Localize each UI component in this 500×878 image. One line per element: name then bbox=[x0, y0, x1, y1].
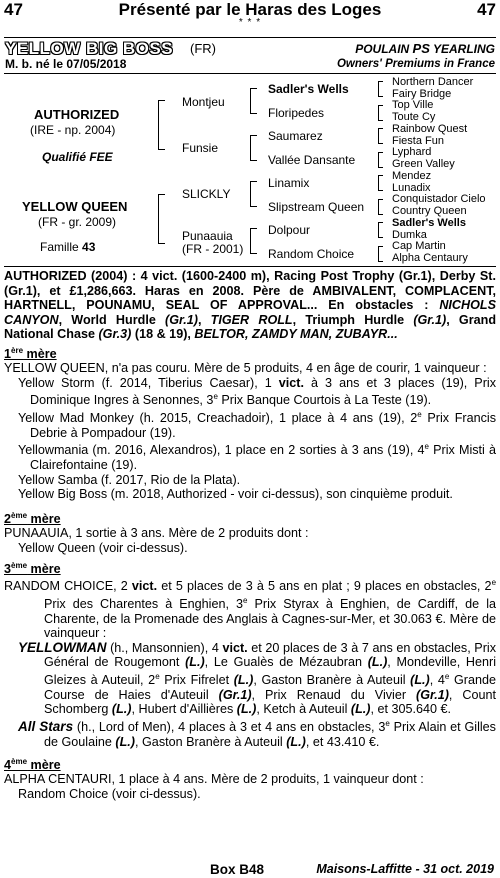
gen4-8: Green Valley bbox=[392, 158, 455, 170]
third-dam-intro: RANDOM CHOICE, 2 vict. et 5 places de 3 à 5 ans en plat ; 9 places en obstacles, 2e Prix des Charentes à Enghien, 3e Prix Styrax à Enghien, de Cardiff, de la Charente, de la Promenade des Anglais à Cagnes-sur-Mer, et 30.063 €. Mère de vainqueur : bbox=[4, 578, 497, 641]
first-dam-produce-1: Yellow Storm (f. 2014, Tiberius Caesar), 1 vict. à 3 ans et 3 places (19), Prix Dominique Ingres à Senonnes, 3e Prix Banque Courtois à La Teste (19). bbox=[18, 375, 496, 408]
gen3-6: Slipstream Queen bbox=[268, 200, 365, 214]
pedigree-top-rule bbox=[4, 73, 496, 74]
first-dam-produce-2: Yellow Mad Monkey (h. 2015, Creachadoir), 1 place à 4 ans (19), 2e Prix Francis Debrie à Pompadour (19). bbox=[18, 409, 496, 440]
gen2-montjeu: Montjeu bbox=[182, 95, 225, 109]
brace-g4-2 bbox=[378, 105, 383, 121]
gen3-3: Saumarez bbox=[268, 129, 323, 143]
brace-g4-4 bbox=[378, 152, 383, 168]
first-dam-intro: YELLOW QUEEN, n'a pas couru. Mère de 5 produits, 4 en âge de courir, 1 vainqueur : bbox=[4, 361, 487, 375]
first-dam-produce-5: Yellow Big Boss (m. 2018, Authorized - voir ci-dessus), son cinquième produit. bbox=[18, 487, 453, 502]
first-dam-produce-4: Yellow Samba (f. 2017, Rio de la Plata). bbox=[18, 472, 241, 487]
page-number-left: 47 bbox=[4, 0, 23, 19]
page-title: Présenté par le Haras des Loges bbox=[118, 0, 382, 19]
gen4-14: Dumka bbox=[392, 229, 427, 241]
gen2-punaauia-info: (FR - 2001) bbox=[182, 242, 244, 256]
brace-montjeu bbox=[250, 88, 257, 114]
brace-g4-5 bbox=[378, 175, 383, 191]
gen4-5: Rainbow Quest bbox=[392, 123, 468, 135]
gen4-4: Toute Cy bbox=[392, 111, 436, 123]
gen3-1: Sadler's Wells bbox=[268, 82, 349, 96]
gen4-15: Cap Martin bbox=[392, 240, 446, 252]
brace-g4-3 bbox=[378, 128, 383, 144]
first-dam-block bbox=[4, 361, 496, 502]
horse-born: M. b. né le 07/05/2018 bbox=[5, 57, 127, 71]
dam-name: YELLOW QUEEN bbox=[22, 199, 128, 214]
gen3-4: Vallée Dansante bbox=[268, 153, 356, 167]
gen4-11: Conquistador Cielo bbox=[392, 193, 486, 205]
third-dam-heading: 3ème mère bbox=[4, 561, 61, 577]
page-number-right: 47 bbox=[477, 0, 496, 19]
gen3-5: Linamix bbox=[268, 176, 310, 190]
gen3-8: Random Choice bbox=[268, 247, 355, 261]
gen4-10: Lunadix bbox=[392, 182, 431, 194]
brace-funsie bbox=[250, 135, 257, 161]
famille: Famille 43 bbox=[40, 240, 96, 254]
second-dam-heading: 2ème mère bbox=[4, 511, 61, 527]
gen3-2: Floripedes bbox=[268, 106, 325, 120]
horse-country: (FR) bbox=[190, 41, 216, 56]
gen4-1: Northern Dancer bbox=[392, 76, 474, 88]
horse-type: POULAIN PS YEARLING bbox=[355, 41, 495, 56]
sire-note: Qualifié FEE bbox=[42, 150, 113, 164]
brace-dam bbox=[158, 194, 165, 244]
sire-info: (IRE - np. 2004) bbox=[30, 123, 116, 137]
gen2-funsie: Funsie bbox=[182, 141, 219, 155]
stars-separator: * * * bbox=[238, 17, 262, 28]
second-dam-block bbox=[4, 526, 496, 555]
brace-g4-7 bbox=[378, 222, 383, 238]
fourth-dam-block bbox=[4, 772, 496, 801]
gen4-2: Fairy Bridge bbox=[392, 88, 452, 100]
first-dam-produce-3: Yellowmania (m. 2016, Alexandros), 1 place en 2 sorties à 3 ans (19), 4e Prix Misti à Clairefontaine (19). bbox=[18, 442, 496, 473]
gen4-7: Lyphard bbox=[392, 146, 432, 158]
gen4-13: Sadler's Wells bbox=[392, 217, 466, 229]
dam-info: (FR - gr. 2009) bbox=[38, 215, 117, 229]
horse-name: YELLOW BIG BOSS bbox=[5, 39, 174, 58]
third-dam-produce-yellowman: YELLOWMAN (h., Mansonnien), 4 vict. et 20 places de 3 à 7 ans en obstacles, Prix Général de Rougemont (L.), Le Gualès de Mézaubran (L.), Mondeville, Henri Gleizes à Auteuil, 2e Prix Fifrelet (L.), Gaston Branère à Auteuil (L.), 4e Grande Course de Haies d'Auteuil (Gr.1), Prix Renaud du Vivier (Gr.1), Count Schomberg (L.), Hubert d'Aillières (L.), Ketch à Auteuil (L.), et 305.640 €. bbox=[18, 639, 497, 717]
brace-g4-8 bbox=[378, 246, 383, 262]
third-dam-block bbox=[4, 576, 496, 749]
sire-summary: AUTHORIZED (2004) : 4 vict. (1600-2400 m), Racing Post Trophy (Gr.1), Derby St. (Gr.1), et £1,286,663. Haras en 2008. Père de AMBIVALENT, COMPLACENT, HARTNELL, POUNAMU, SEAL OF APPROVAL... En obstacles : NICHOLS CANYON, World Hurdle (Gr.1), TIGER ROLL, Triumph Hurdle (Gr.1), Grand National Chase (Gr.3) (18 & 19), BELTOR, ZAMDY MAN, ZUBAYR... bbox=[4, 269, 497, 342]
pedigree-bottom-rule bbox=[4, 266, 496, 267]
gen4-16: Alpha Centaury bbox=[392, 252, 468, 264]
gen2-punaauia: Punaauia bbox=[182, 229, 233, 243]
owners-premiums: Owners' Premiums in France bbox=[336, 58, 495, 70]
footer-box: Box B48 bbox=[210, 862, 265, 877]
brace-g4-6 bbox=[378, 199, 383, 215]
brace-sire bbox=[158, 100, 165, 150]
third-dam-produce-all-stars: All Stars (h., Lord of Men), 4 places à 3 et 4 ans en obstacles, 3e Prix Alain et Gilles de Goulaine (L.), Gaston Branère à Auteuil (L.), et 43.410 €. bbox=[18, 718, 496, 749]
second-dam-produce-1: Yellow Queen (voir ci-dessus). bbox=[18, 540, 188, 555]
sire-name: AUTHORIZED bbox=[34, 107, 120, 122]
gen4-3: Top Ville bbox=[392, 99, 434, 111]
brace-slickly bbox=[250, 181, 257, 207]
brace-g4-1 bbox=[378, 81, 383, 97]
fourth-dam-produce-1: Random Choice (voir ci-dessus). bbox=[18, 786, 201, 801]
gen4-9: Mendez bbox=[392, 170, 432, 182]
footer-place: Maisons-Laffitte - 31 oct. 2019 bbox=[316, 862, 494, 876]
gen4-12: Country Queen bbox=[392, 205, 467, 217]
second-dam-intro: PUNAAUIA, 1 sortie à 3 ans. Mère de 2 produits dont : bbox=[4, 526, 309, 540]
gen4-6: Fiesta Fun bbox=[392, 135, 444, 147]
fourth-dam-heading: 4ème mère bbox=[4, 757, 61, 773]
fourth-dam-intro: ALPHA CENTAURI, 1 place à 4 ans. Mère de 2 produits, 1 vainqueur dont : bbox=[4, 772, 424, 786]
top-rule bbox=[4, 37, 496, 38]
gen2-slickly: SLICKLY bbox=[182, 187, 231, 201]
brace-punaauia bbox=[250, 228, 257, 254]
first-dam-heading: 1ère mère bbox=[4, 346, 57, 362]
gen3-7: Dolpour bbox=[268, 223, 311, 237]
